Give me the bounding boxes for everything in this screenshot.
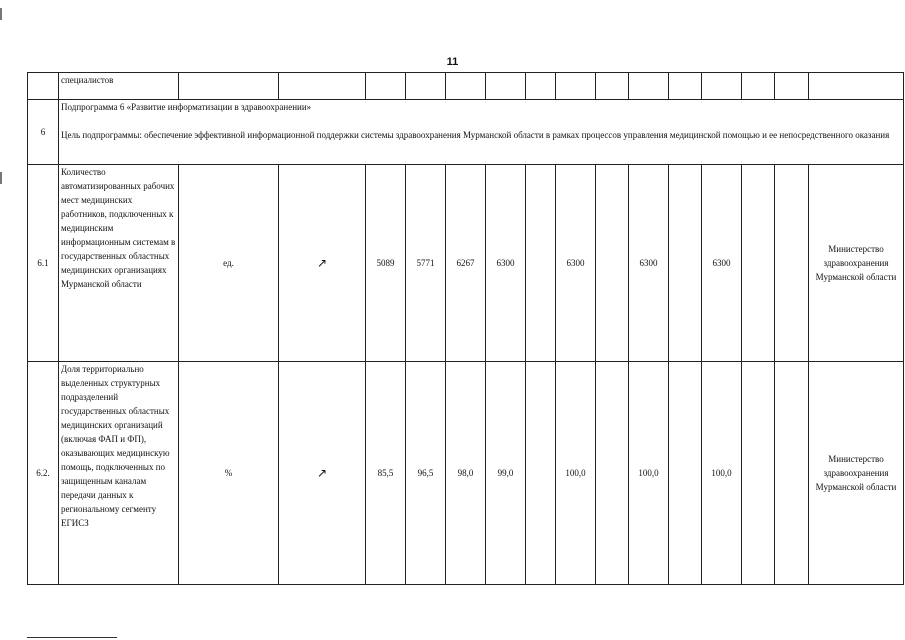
- indicator-name: Доля территориально выделенных структурных подразделений государственных областных медицинских организаций (включая ФАП и ФП), оказывающих медицинскую помощь, подключенных по защищенным каналам передачи данных к региональному сегменту ЕГИСЗ: [59, 362, 179, 585]
- subprogram-title: Подпрограмма 6 «Развитие информатизации в здравоохранении»: [61, 102, 312, 112]
- row-number: 6.2.: [28, 362, 59, 585]
- responsible-body: Министерство здравоохранения Мурманской области: [809, 165, 904, 362]
- arrow-up-right-icon: ↗: [316, 465, 328, 480]
- indicators-table: [27, 72, 904, 585]
- value-cell: 5089: [366, 165, 406, 362]
- footnote-separator: [27, 637, 117, 638]
- value-cell: 85,5: [366, 362, 406, 585]
- value-cell: 98,0: [446, 362, 486, 585]
- indicator-name: Количество автоматизированных рабочих мест медицинских работников, подключенных к медицинским информационным системам в государственных областных медицинских организациях Мурманской области: [59, 165, 179, 362]
- value-cell: 100,0: [556, 362, 596, 585]
- unit: %: [179, 362, 279, 585]
- value-cell: 96,5: [406, 362, 446, 585]
- value-cell: 5771: [406, 165, 446, 362]
- subprogram-row: [28, 100, 904, 165]
- scan-edge-mark: [0, 172, 2, 184]
- value-cell: 6300: [629, 165, 669, 362]
- arrow-up-right-icon: ↗: [316, 255, 328, 270]
- value-cell: 6267: [446, 165, 486, 362]
- subprogram-cell: [59, 100, 904, 165]
- value-cell: 6300: [702, 165, 742, 362]
- continuation-text: специалистов: [59, 73, 179, 100]
- continuation-row: [28, 73, 904, 100]
- responsible-body: Министерство здравоохранения Мурманской области: [809, 362, 904, 585]
- scan-edge-mark: [0, 8, 2, 20]
- value-cell: 6300: [486, 165, 526, 362]
- table-row: [28, 362, 904, 585]
- row-number: 6.1: [28, 165, 59, 362]
- page-number: 11: [446, 56, 459, 68]
- value-cell: 100,0: [629, 362, 669, 585]
- value-cell: 6300: [556, 165, 596, 362]
- table-row: [28, 165, 904, 362]
- subprogram-number: 6: [28, 100, 59, 165]
- value-cell: 100,0: [702, 362, 742, 585]
- subprogram-goal: Цель подпрограммы: обеспечение эффективной информационной поддержки системы здравоохранения Мурманской области в рамках процессов управления медицинской помощью и ее непосредственного оказания: [61, 130, 890, 140]
- unit: ед.: [179, 165, 279, 362]
- value-cell: 99,0: [486, 362, 526, 585]
